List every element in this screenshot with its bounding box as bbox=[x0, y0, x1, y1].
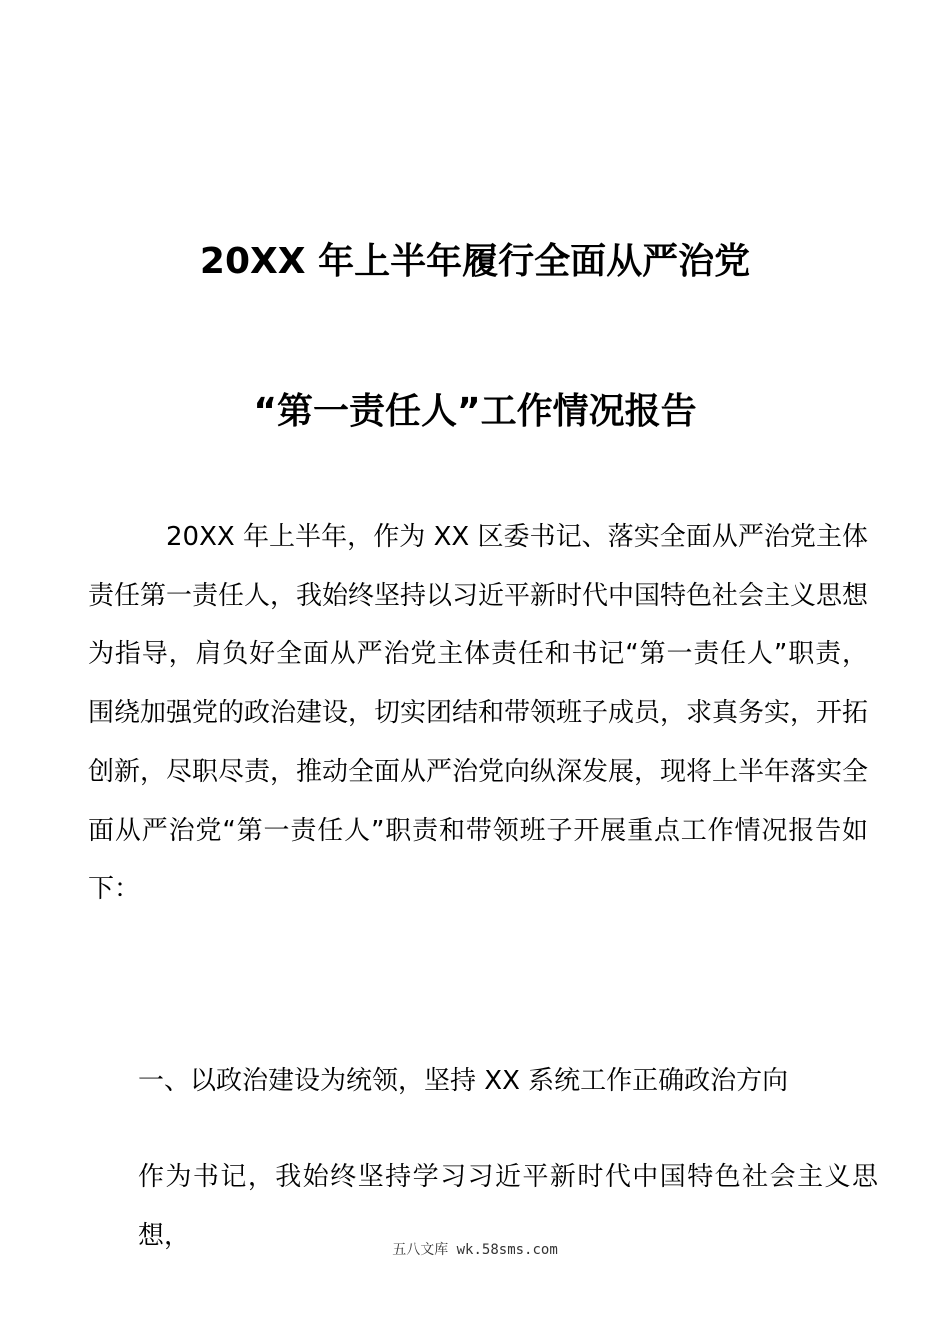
section-1-paragraph: 作为书记，我始终坚持学习习近平新时代中国特色社会主义思想， bbox=[138, 1162, 878, 1251]
document-title-line-1: 20XX 年上半年履行全面从严治党 bbox=[199, 241, 751, 282]
section-1-heading: 一、以政治建设为统领，坚持 XX 系统工作正确政治方向 bbox=[138, 1066, 789, 1096]
footer-watermark: 五八文库 wk.58sms.com bbox=[392, 1242, 558, 1258]
intro-paragraph: 20XX 年上半年，作为 XX 区委书记、落实全面从严治党主体责任第一责任人，我始终坚持以习近平新时代中国特色社会主义思想为指导，肩负好全面从严治党主体责任和书记“第一责任人”职责，围绕加强党的政治建设，切实团结和带领班子成员，求真务实，开拓创新，尽职尽责，推动全面从严治党向纵深发展，现将上半年落实全面从严治党“第一责任人”职责和带领班子开展重点工作情况报告如下： bbox=[88, 522, 869, 905]
document-title-line-2: “第一责任人”工作情况报告 bbox=[253, 391, 697, 432]
